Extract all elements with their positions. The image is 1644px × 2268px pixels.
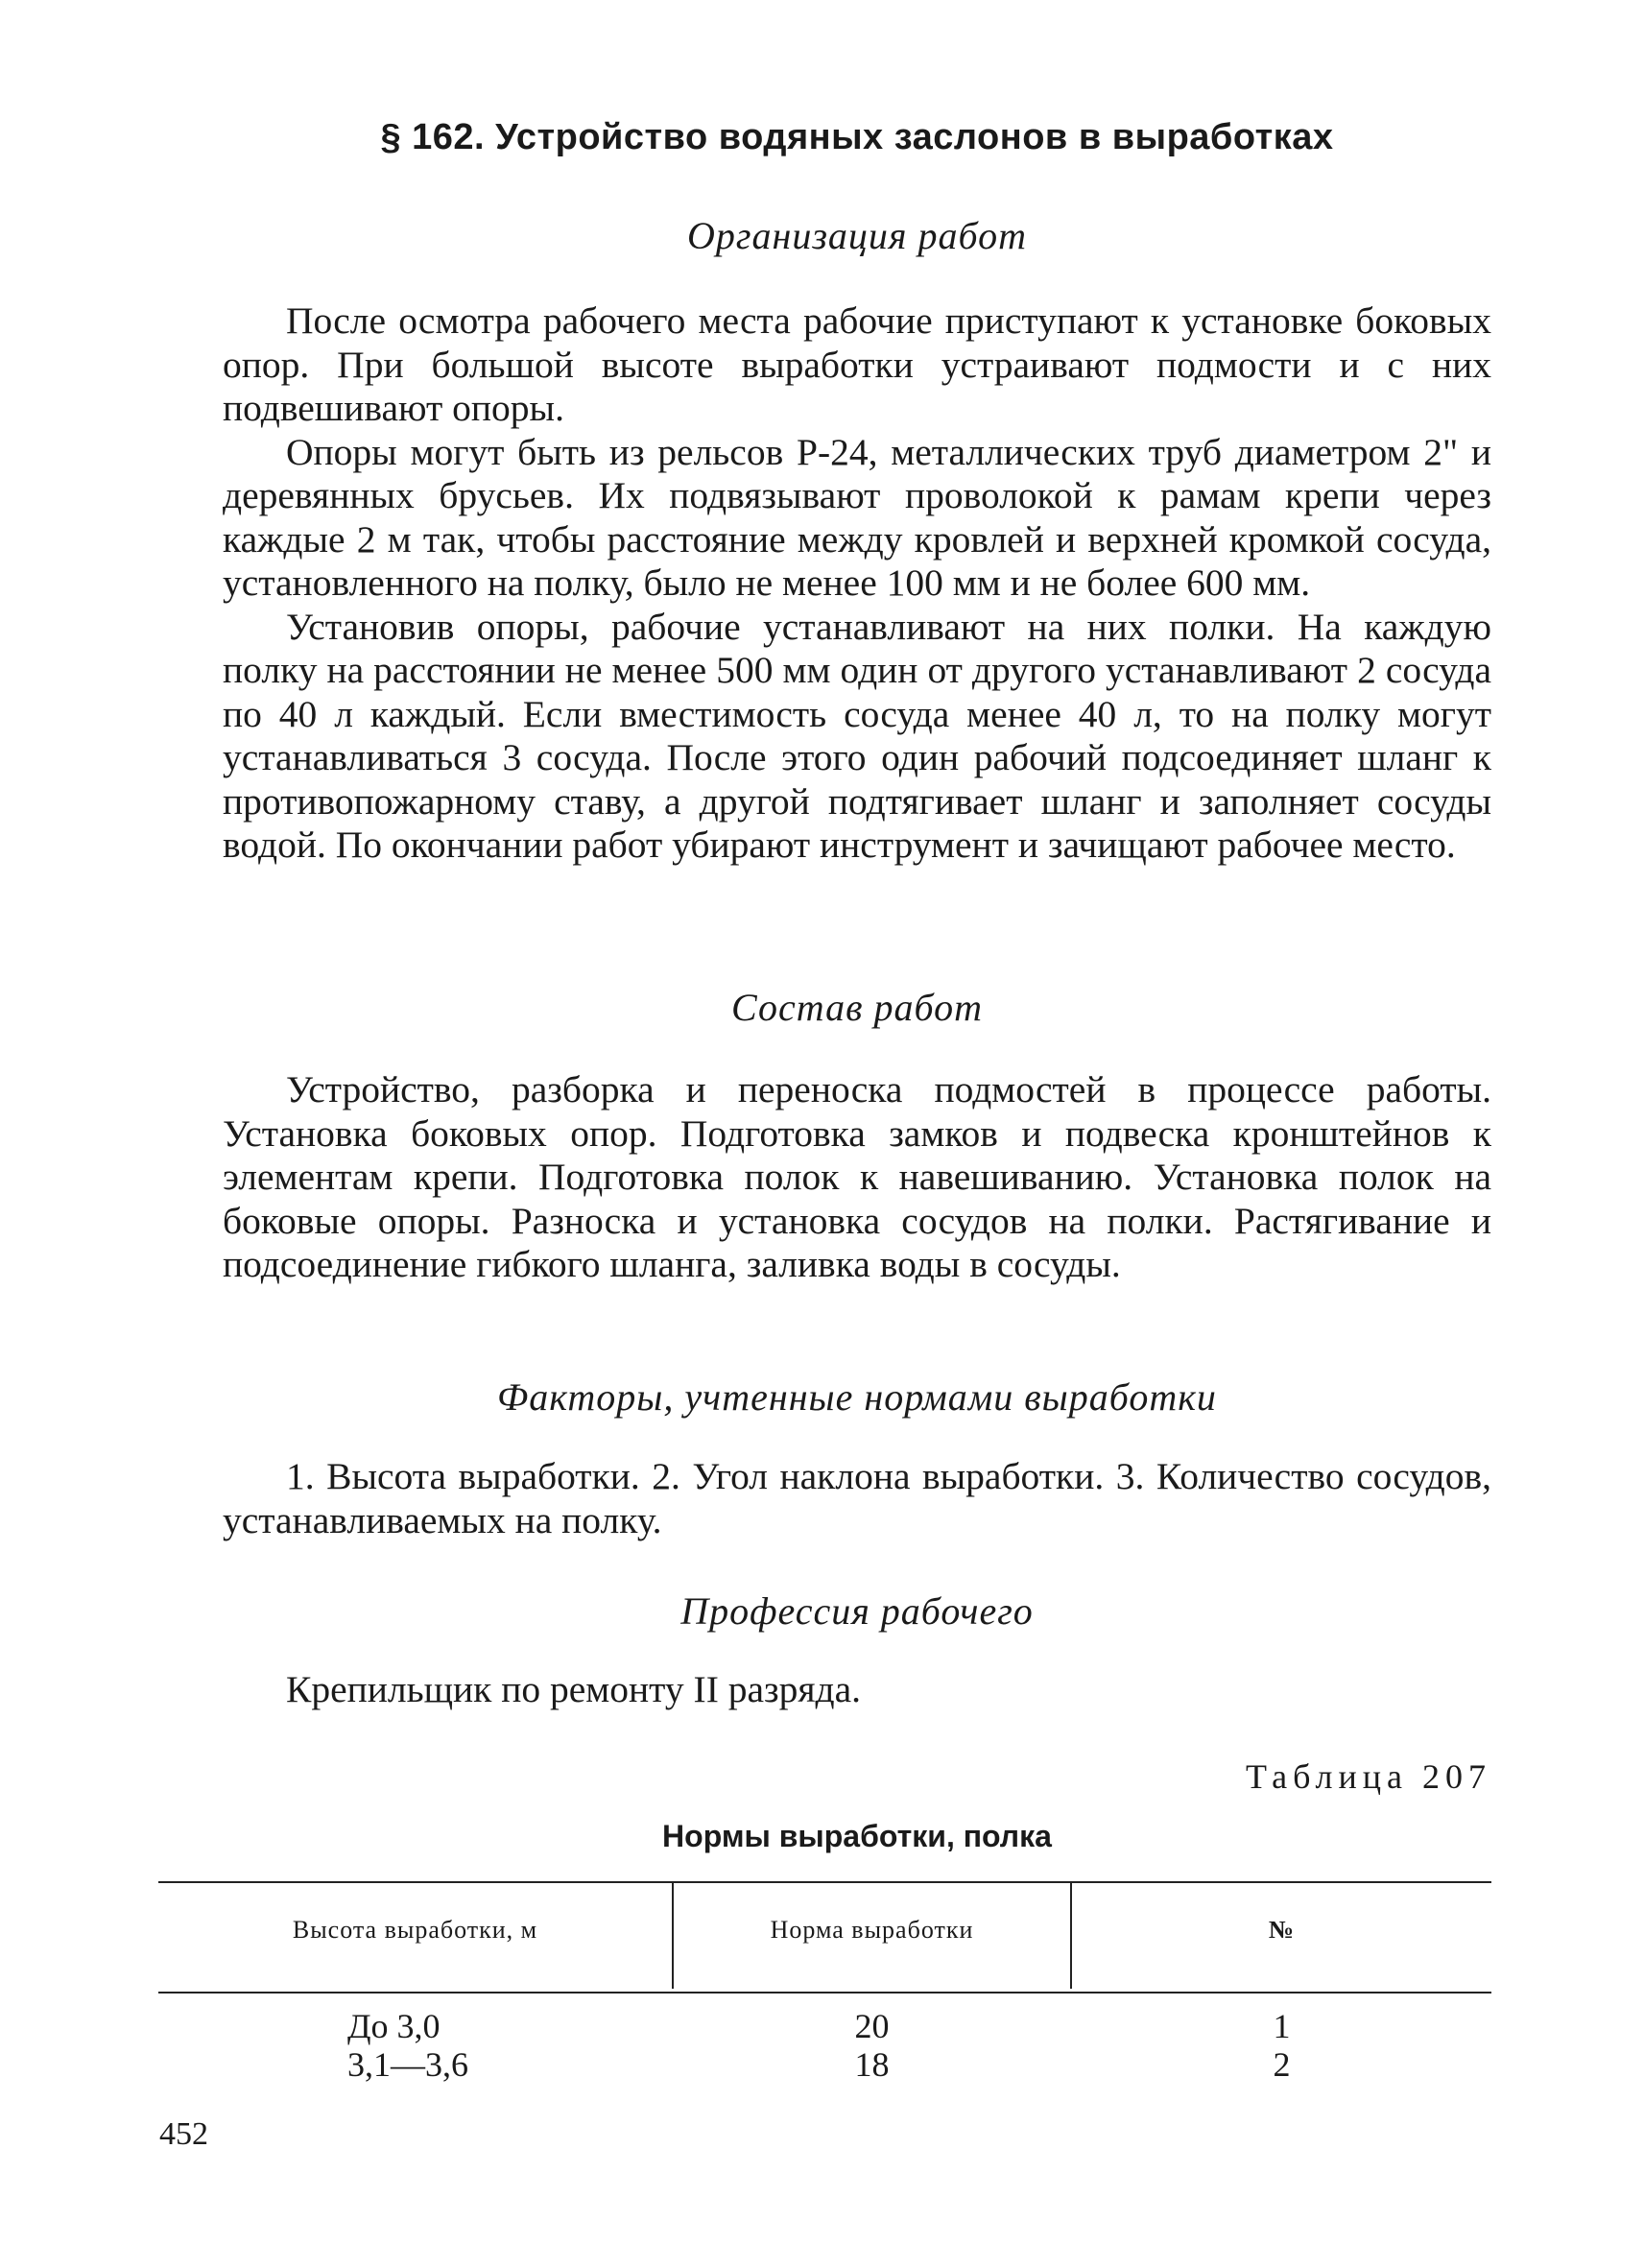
paragraph: Устройство, разборка и переноска подмостей в процессе работы. Установка боковых опор. Подготовка замков и подвеска кронштейнов к элементам крепи. Подготовка полок к навешиванию. Установка полок на боковые опоры. Разноска и установка сосудов на полки. Растягивание и подсоединение гибкого шланга, заливка воды в сосуды. xyxy=(223,1068,1491,1285)
table-cell: До 3,0 xyxy=(347,2007,441,2045)
table-cell: 3,1—3,6 xyxy=(347,2045,468,2084)
profession-text xyxy=(223,1668,1491,1712)
paragraph: После осмотра рабочего места рабочие приступают к установке боковых опор. При большой высоте выработки устраивают подмости и с них подвешивают опоры. xyxy=(223,299,1491,429)
table-label: Таблица 207 xyxy=(1246,1757,1491,1796)
table-cell: 18 xyxy=(854,2045,890,2084)
table-header-rule xyxy=(158,1992,1491,1993)
table-top-rule xyxy=(158,1881,1491,1883)
paragraph: Крепильщик по ремонту II разряда. xyxy=(286,1668,862,1710)
heading-composition: Состав работ xyxy=(731,986,983,1029)
table-cell: 1 xyxy=(1273,2007,1291,2045)
factors-text xyxy=(223,1455,1491,1542)
section-title: § 162. Устройство водяных заслонов в выработках xyxy=(380,117,1334,157)
table-cell: 2 xyxy=(1273,2045,1291,2084)
composition-text xyxy=(223,1068,1491,1287)
heading-profession: Профессия рабочего xyxy=(680,1589,1034,1633)
column-header-norm: Норма выработки xyxy=(770,1916,974,1944)
table-cell: 20 xyxy=(854,2007,890,2045)
column-header-number: № xyxy=(1268,1916,1296,1944)
organization-text xyxy=(223,299,1491,868)
paragraph: Установив опоры, рабочие устанавливают на них полки. На каждую полку на расстоянии не менее 500 мм один от другого устанавливают 2 сосуда по 40 л каждый. Если вместимость сосуда менее 40 л, то на полку могут устанавливаться 3 сосуда. После этого один рабочий подсоединяет шланг к противопожарному ставу, а другой подтягивает шланг и заполняет сосуды водой. По окончании работ убирают инструмент и зачищают рабочее место. xyxy=(223,605,1491,866)
page-number: 452 xyxy=(159,2116,208,2152)
paragraph: 1. Высота выработки. 2. Угол наклона выработки. 3. Количество сосудов, устанавливаемых на полку. xyxy=(223,1455,1491,1541)
paragraph: Опоры могут быть из рельсов Р-24, металлических труб диаметром 2" и деревянных брусьев. Их подвязывают проволокой к рамам крепи через каждые 2 м так, чтобы расстояние между кровлей и верхней кромкой сосуда, установленного на полку, было не менее 100 мм и не более 600 мм. xyxy=(223,430,1491,604)
table-title: Нормы выработки, полка xyxy=(662,1819,1052,1853)
column-header-height: Высота выработки, м xyxy=(292,1916,538,1944)
heading-organization: Организация работ xyxy=(686,214,1027,257)
heading-factors: Факторы, учтенные нормами выработки xyxy=(497,1375,1217,1419)
